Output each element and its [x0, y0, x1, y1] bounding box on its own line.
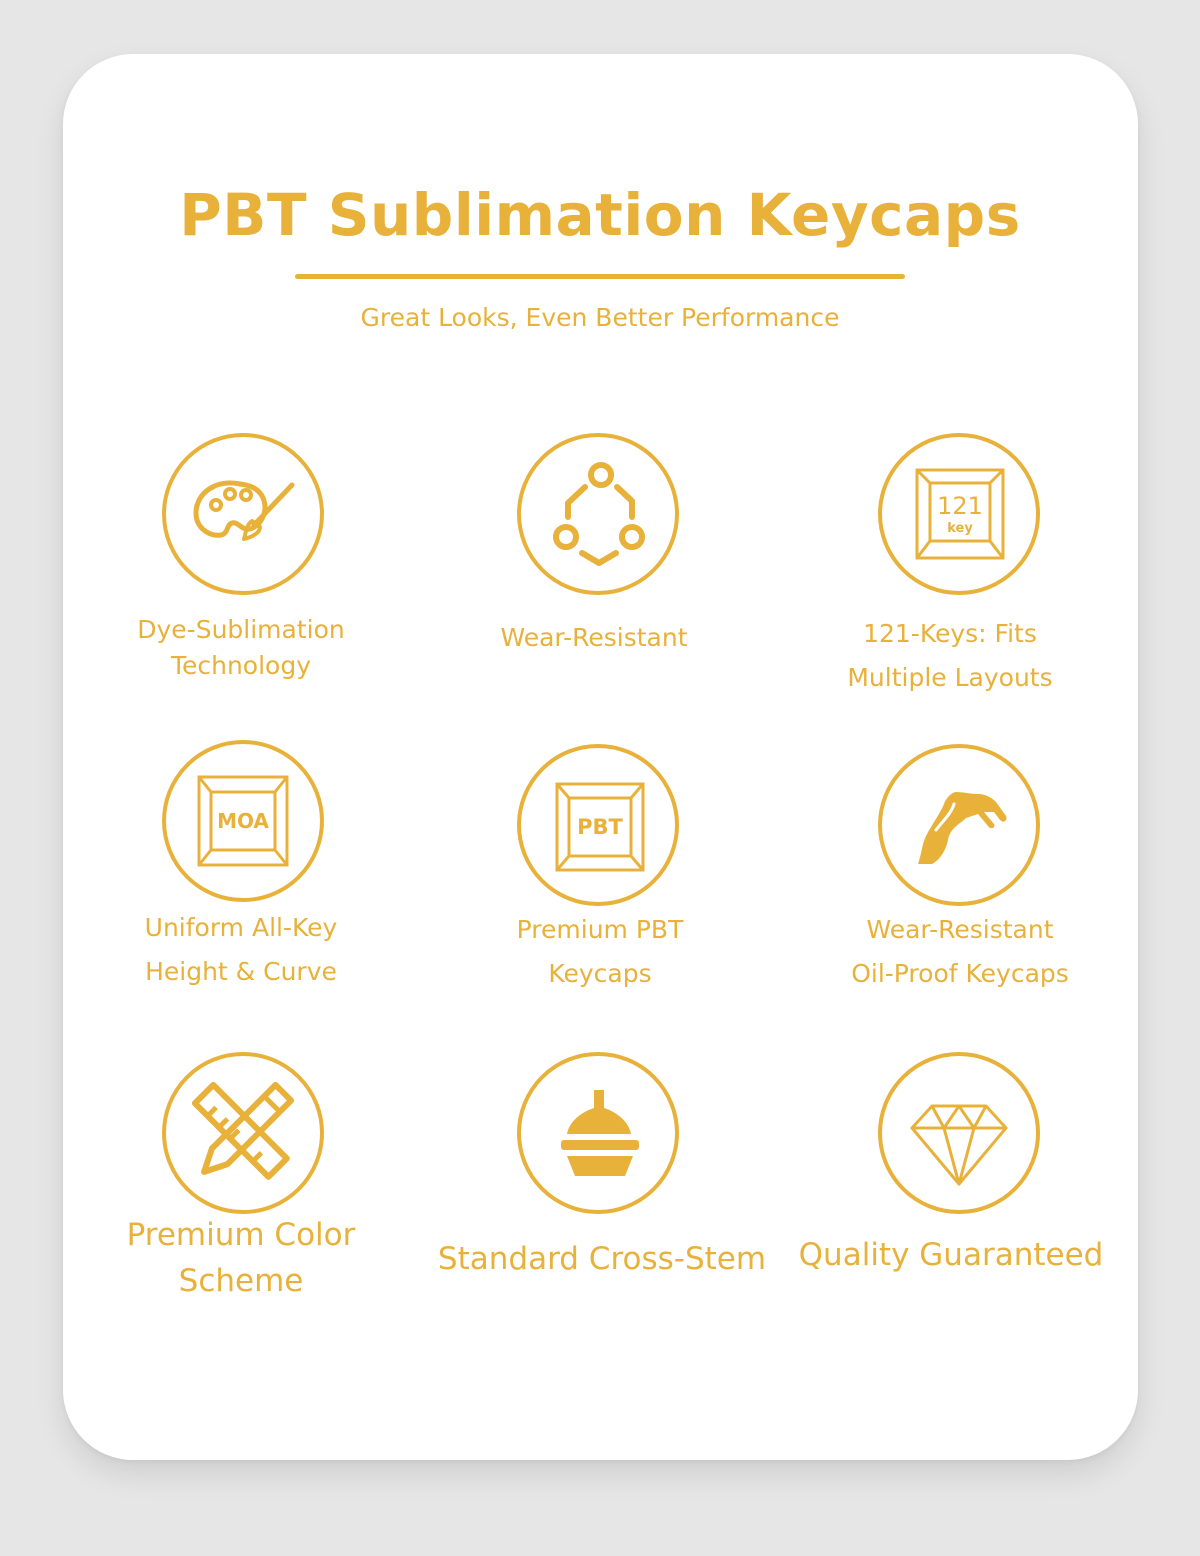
connected-nodes-icon [517, 433, 679, 595]
title-divider [295, 274, 905, 279]
diamond-icon [878, 1052, 1040, 1214]
feature-label: Premium PBT Keycaps [516, 915, 684, 988]
feature-label: Standard Cross-Stem [437, 1241, 767, 1277]
keycap-121-key-icon [878, 433, 1040, 595]
feature-label: Dye-Sublimation Technology [137, 615, 345, 680]
feature-label: 121-Keys: Fits Multiple Layouts [847, 619, 1053, 692]
cross-stem-keycap-icon [517, 1052, 679, 1214]
icon-text-pbt: PBT [577, 815, 623, 839]
page-subtitle: Great Looks, Even Better Performance [360, 303, 840, 332]
keycap-moa-icon [162, 740, 324, 902]
palette-brush-icon [162, 433, 324, 595]
icon-text-moa: MOA [217, 809, 269, 833]
feature-label: Wear-Resistant Oil-Proof Keycaps [851, 915, 1069, 988]
keycap-pbt-icon [517, 744, 679, 906]
page-title: PBT Sublimation Keycaps [179, 181, 1021, 249]
hand-icon [878, 744, 1040, 906]
feature-label: Premium Color Scheme [126, 1217, 356, 1299]
feature-label: Quality Guaranteed [798, 1237, 1104, 1273]
feature-label: Uniform All-Key Height & Curve [144, 913, 338, 986]
pencil-ruler-icon [162, 1052, 324, 1214]
icon-text-key: key [947, 521, 973, 536]
feature-label: Wear-Resistant [500, 623, 688, 652]
icon-text-121: 121 [937, 492, 983, 520]
